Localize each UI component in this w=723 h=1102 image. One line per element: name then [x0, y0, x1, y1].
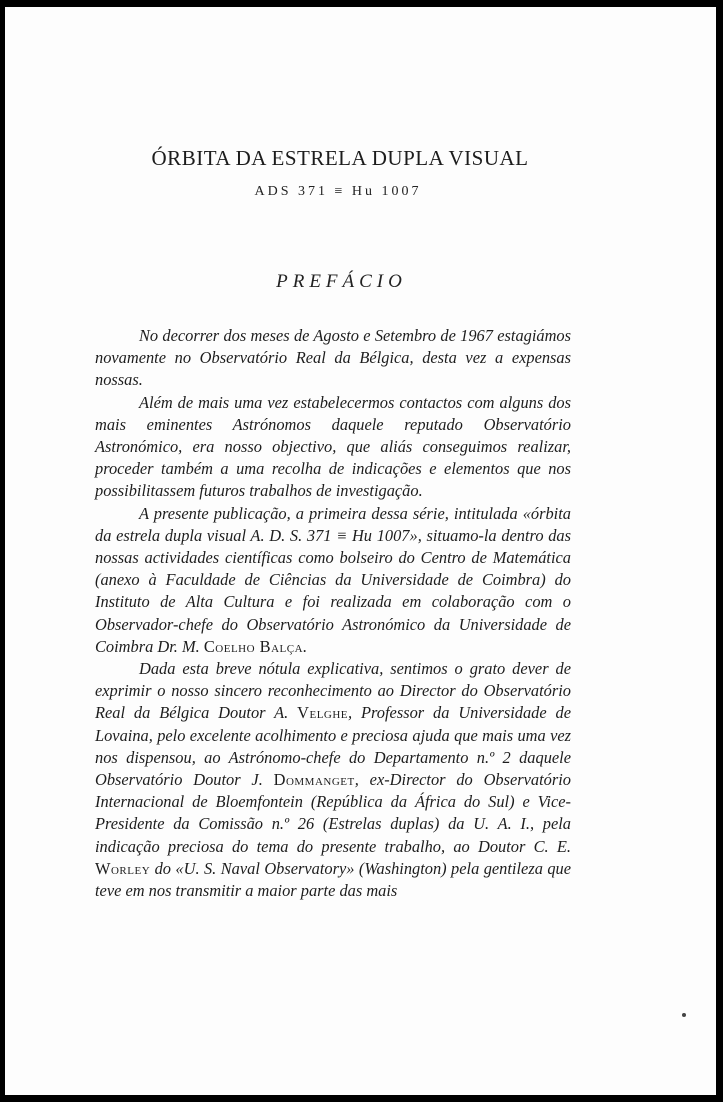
paragraph-4-text-b: , Professor da Universidade de Lovaina, pelo excelente acolhimento e preciosa ajuda que mais uma vez nos dispensou, ao Astrónomo-chefe do Departamento n.º 2 daquele Observatório Doutor J.	[95, 703, 572, 790]
document-page	[5, 7, 716, 1095]
paragraph-4-text-d: do «U. S. Naval Observatory» (Washington) pela gentileza que teve em nos transmitir a maior parte das mais	[95, 858, 571, 901]
person-name-worley: Worley	[95, 858, 151, 878]
section-heading: PREFÁCIO	[276, 271, 407, 292]
preface-body	[95, 325, 571, 902]
paragraph-3	[95, 503, 571, 658]
paragraph-1: No decorrer dos meses de Agosto e Setembro de 1967 estagiámos novamente no Observatório Real da Bélgica, desta vez a expensas nossas.	[95, 326, 571, 390]
scan-speck	[682, 1013, 686, 1017]
person-name-coelho-balca: Coelho Balça	[203, 636, 304, 656]
document-title: ÓRBITA DA ESTRELA DUPLA VISUAL	[151, 146, 529, 170]
paragraph-4	[95, 658, 571, 902]
paragraph-4-text-a: Dada esta breve nótula explicativa, sentimos o grato dever de exprimir o nosso sincero reconhecimento ao Director do Observatório Real da Bélgica Doutor A.	[95, 659, 571, 723]
paragraph-3-end: .	[303, 636, 308, 656]
paragraph-3-text: A presente publicação, a primeira dessa série, intitulada «órbita da estrela dupla visual A. D. S. 371 ≡ Hu 1007», situamo-la dentro das nossas actividades científicas como bolseiro do Centro de Matemática (anexo à Faculdade de Ciências da Universidade de Coimbra) do Instituto de Alta Cultura e foi realizada em colaboração com o Observador-chefe do Observatório Astronómico da Universidade de Coimbra Dr. M.	[95, 503, 571, 656]
paragraph-4-text-c: , ex-Director do Observatório Internacional de Bloemfontein (República da África do Sul) e Vice-Presidente da Comissão n.º 26 (Estrelas duplas) da U. A. I., pela indicação preciosa do tema do presente trabalho, ao Doutor C. E.	[95, 770, 571, 856]
person-name-dommanget: Dommanget	[273, 770, 355, 790]
person-name-velghe: Velghe	[297, 703, 349, 723]
document-subtitle: ADS 371 ≡ Hu 1007	[254, 184, 422, 199]
paragraph-2: Além de mais uma vez estabelecermos contactos com alguns dos mais eminentes Astrónomos daquele reputado Observatório Astronómico, era nosso objectivo, que aliás conseguimos realizar, proceder também a uma recolha de indicações e elementos que nos possibilitassem futuros trabalhos de investigação.	[95, 392, 571, 501]
